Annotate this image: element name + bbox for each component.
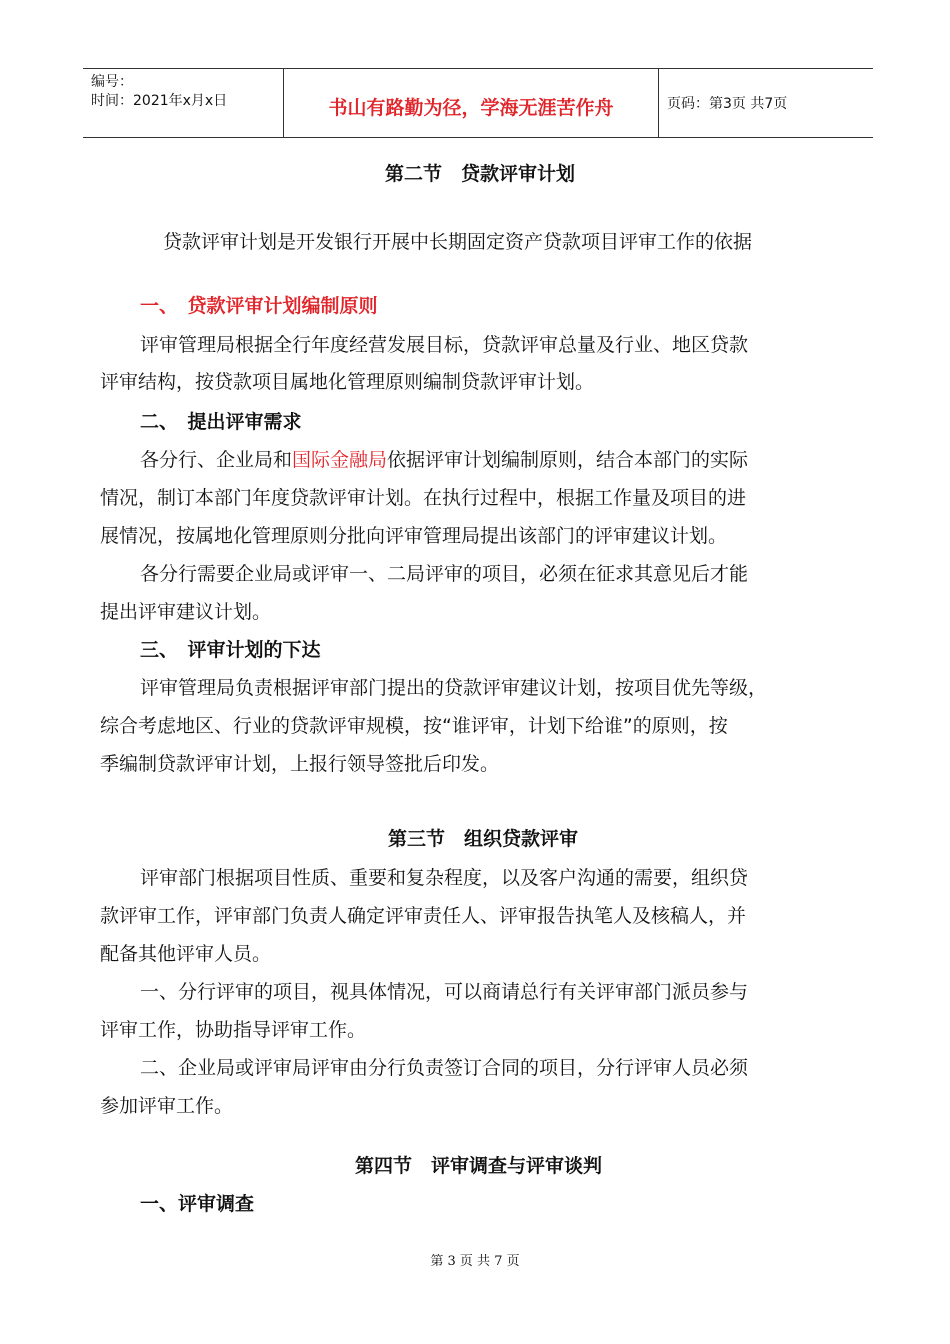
page-footer: 第 3 页 共 7 页 (430, 1254, 520, 1269)
paragraph-line: 一、分行评审的项目，视具体情况，可以商请总行有关评审部门派员参与 (140, 981, 749, 1003)
paragraph-line: 提出评审建议计划。 (100, 601, 272, 623)
number-label: 编号： (91, 74, 133, 90)
international-finance-link[interactable]: 国际金融局 (292, 449, 388, 471)
paragraph-line: 评审部门根据项目性质、重要和复杂程度，以及客户沟通的需要，组织贷 (140, 867, 749, 889)
paragraph-line: 贷款评审计划是开发银行开展中长期固定资产贷款项目评审工作的依据 (163, 231, 753, 253)
heading-3: 三、 评审计划的下达 (140, 639, 321, 661)
motto: 书山有路勤为径，学海无涯苦作舟 (328, 97, 614, 119)
paragraph-line: 评审结构，按贷款项目属地化管理原则编制贷款评审计划。 (100, 371, 595, 393)
paragraph-line: 展情况，按属地化管理原则分批向评审管理局提出该部门的评审建议计划。 (100, 525, 728, 547)
heading-survey: 一、评审调查 (140, 1193, 255, 1215)
header-right-cell (659, 69, 873, 137)
paragraph-line: 参加评审工作。 (100, 1095, 234, 1117)
paragraph-line: 各分行需要企业局或评审一、二局评审的项目，必须在征求其意见后才能 (140, 563, 749, 585)
paragraph-line: 季编制贷款评审计划，上报行领导签批后印发。 (100, 753, 500, 775)
paragraph-line: 二、企业局或评审局评审由分行负责签订合同的项目，分行评审人员必须 (140, 1057, 749, 1079)
section-title-4: 第四节 评审调查与评审谈判 (355, 1155, 603, 1177)
heading-1: 一、 贷款评审计划编制原则 (140, 295, 378, 317)
page-label: 页码：第3页 共7页 (667, 96, 788, 112)
paragraph-line: 配备其他评审人员。 (100, 943, 272, 965)
section-title-2: 第二节 贷款评审计划 (385, 163, 576, 185)
paragraph-line (140, 448, 748, 472)
paragraph-line: 评审工作，协助指导评审工作。 (100, 1019, 367, 1041)
section-title-3: 第三节 组织贷款评审 (388, 828, 579, 850)
heading-2: 二、 提出评审需求 (140, 411, 302, 433)
header-middle-cell (284, 69, 659, 137)
paragraph-line: 情况，制订本部门年度贷款评审计划。在执行过程中，根据工作量及项目的进 (100, 487, 747, 509)
line-text-pre: 各分行、企业局和 (140, 449, 293, 471)
paragraph-line: 评审管理局负责根据评审部门提出的贷款评审建议计划，按项目优先等级， (140, 677, 768, 699)
time-label: 时间：2021年x月x日 (91, 93, 228, 109)
paragraph-line: 评审管理局根据全行年度经营发展目标，贷款评审总量及行业、地区贷款 (140, 334, 749, 356)
header-table (83, 68, 873, 138)
line-text-post: 依据评审计划编制原则，结合本部门的实际 (387, 449, 749, 471)
paragraph-line: 款评审工作，评审部门负责人确定评审责任人、评审报告执笔人及核稿人，并 (100, 905, 747, 927)
paragraph-line: 综合考虑地区、行业的贷款评审规模，按“谁评审，计划下给谁”的原则，按 (100, 715, 728, 737)
header-left-cell (83, 69, 284, 137)
